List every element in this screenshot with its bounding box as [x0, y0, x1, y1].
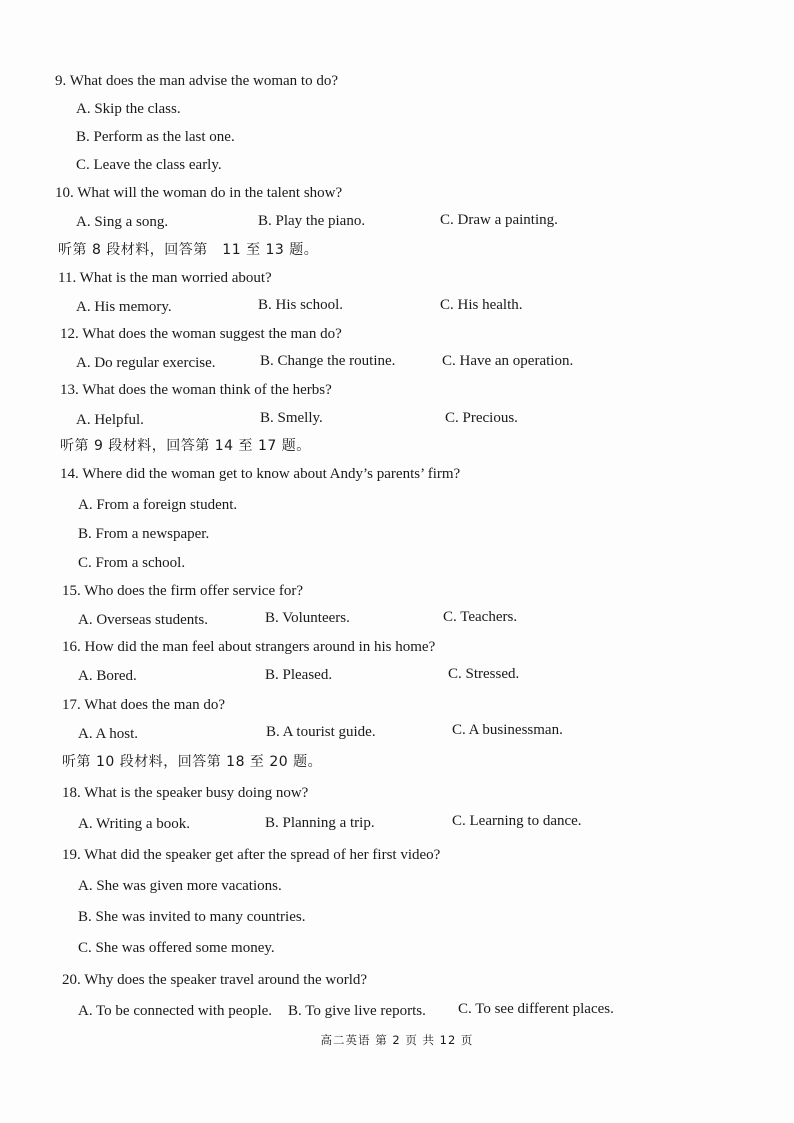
- question-15: 15. Who does the firm offer service for?: [62, 583, 304, 599]
- q11-option-a: A. His memory.: [76, 299, 172, 315]
- q17-option-a: A. A host.: [78, 726, 139, 742]
- q12-option-a: A. Do regular exercise.: [76, 355, 216, 371]
- q13-option-c: C. Precious.: [445, 410, 518, 426]
- q10-option-b: B. Play the piano.: [258, 213, 366, 229]
- q15-option-c: C. Teachers.: [443, 609, 518, 625]
- q14-option-a: A. From a foreign student.: [78, 497, 238, 513]
- q16-option-a: A. Bored.: [78, 668, 137, 684]
- q10-option-a: A. Sing a song.: [76, 214, 169, 230]
- q15-option-b: B. Volunteers.: [265, 610, 350, 626]
- question-13: 13. What does the woman think of the herbs?: [60, 382, 332, 398]
- question-19: 19. What did the speaker get after the spread of her first video?: [62, 847, 441, 863]
- question-16: 16. How did the man feel about strangers around in his home?: [62, 639, 436, 655]
- q12-option-c: C. Have an operation.: [442, 353, 574, 369]
- q10-option-c: C. Draw a painting.: [440, 212, 558, 228]
- question-11: 11. What is the man worried about?: [58, 270, 272, 286]
- q11-option-c: C. His health.: [440, 297, 523, 313]
- q14-option-c: C. From a school.: [78, 555, 186, 571]
- q17-option-b: B. A tourist guide.: [266, 724, 376, 740]
- question-18: 18. What is the speaker busy doing now?: [62, 785, 309, 801]
- q14-option-b: B. From a newspaper.: [78, 526, 210, 542]
- q20-option-a: A. To be connected with people.: [78, 1003, 273, 1019]
- q9-option-a: A. Skip the class.: [76, 101, 181, 117]
- question-10: 10. What will the woman do in the talent show?: [55, 185, 343, 201]
- q16-option-b: B. Pleased.: [265, 667, 333, 683]
- q12-option-b: B. Change the routine.: [260, 353, 396, 369]
- q15-option-a: A. Overseas students.: [78, 612, 208, 628]
- q20-option-b: B. To give live reports.: [288, 1003, 426, 1019]
- q13-option-b: B. Smelly.: [260, 410, 323, 426]
- page-footer: 高二英语 第 2 页 共 12 页: [320, 1033, 474, 1047]
- q9-option-c: C. Leave the class early.: [76, 157, 222, 173]
- q18-option-b: B. Planning a trip.: [265, 815, 375, 831]
- question-17: 17. What does the man do?: [62, 697, 226, 713]
- question-14: 14. Where did the woman get to know about Andy’s parents’ firm?: [60, 466, 461, 482]
- q18-option-c: C. Learning to dance.: [452, 813, 582, 829]
- q19-option-c: C. She was offered some money.: [78, 940, 275, 956]
- section-8-instruction: 听第 8 段材料，回答第 11 至 13 题。: [58, 242, 319, 258]
- section-9-instruction: 听第 9 段材料，回答第 14 至 17 题。: [60, 438, 311, 454]
- question-12: 12. What does the woman suggest the man do?: [60, 326, 342, 342]
- q19-option-b: B. She was invited to many countries.: [78, 909, 306, 925]
- q13-option-a: A. Helpful.: [76, 412, 144, 428]
- q17-option-c: C. A businessman.: [452, 722, 563, 738]
- q11-option-b: B. His school.: [258, 297, 344, 313]
- q20-option-c: C. To see different places.: [458, 1001, 614, 1017]
- section-10-instruction: 听第 10 段材料，回答第 18 至 20 题。: [62, 754, 323, 770]
- question-20: 20. Why does the speaker travel around the world?: [62, 972, 368, 988]
- q9-option-b: B. Perform as the last one.: [76, 129, 235, 145]
- question-9: 9. What does the man advise the woman to do?: [55, 73, 338, 89]
- q19-option-a: A. She was given more vacations.: [78, 878, 282, 894]
- q16-option-c: C. Stressed.: [448, 666, 520, 682]
- q18-option-a: A. Writing a book.: [78, 816, 191, 832]
